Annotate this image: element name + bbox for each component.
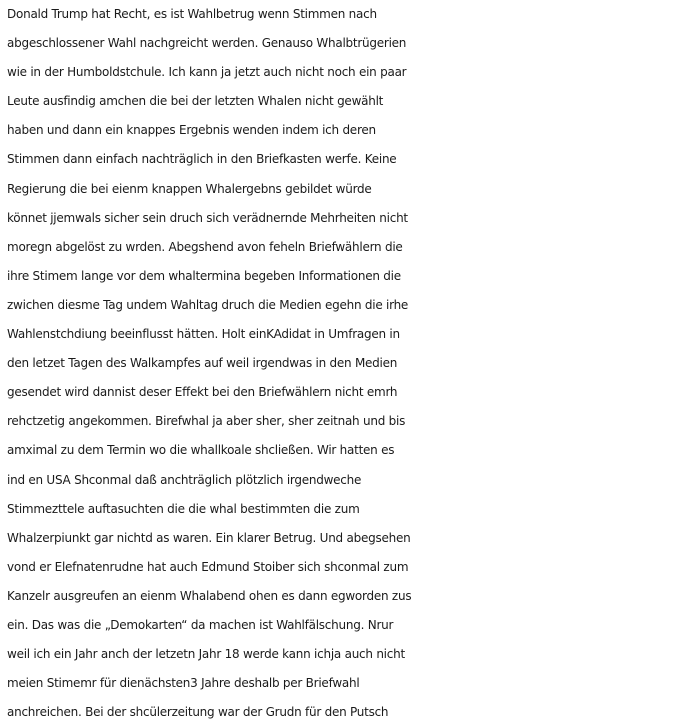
text-line: gesendet wird dannist deser Effekt bei den Briefwählern nicht emrh [7, 385, 398, 400]
text-line: anchreichen. Bei der shcülerzeitung war der Grudn für den Putsch [7, 705, 389, 720]
text-line: haben und dann ein knappes Ergebnis wenden indem ich deren [7, 123, 376, 138]
text-line: rehctzetig angekommen. Birefwhal ja aber sher, sher zeitnah und bis [7, 414, 406, 429]
text-line: Stimmezttele auftasuchten die die whal bestimmten die zum [7, 501, 360, 516]
text-line: Stimmen dann einfach nachträglich in den Briefkasten werfe. Keine [7, 152, 397, 167]
text-line: Kanzelr ausgreufen an eienm Whalabend ohen es dann egworden zus [7, 588, 412, 603]
text-line: ihre Stimem lange vor dem whaltermina begeben Informationen die [7, 268, 401, 283]
text-line: moregn abgelöst zu wrden. Abegshend avon feheln Briefwählern die [7, 239, 403, 254]
text-line: weil ich ein Jahr anch der letzetn Jahr 18 werde kann ichja auch nicht [7, 647, 405, 662]
text-line: ein. Das was die „Demokarten“ da machen ist Wahlfälschung. Nrur [7, 617, 394, 632]
text-line: Whalzerpiunkt gar nichtd as waren. Ein klarer Betrug. Und abegsehen [7, 530, 411, 545]
text-line: den letzet Tagen des Walkampfes auf weil irgendwas in den Medien [7, 356, 398, 371]
text-line: amximal zu dem Termin wo die whallkoale shcließen. Wir hatten es [7, 443, 395, 458]
document-body [7, 0, 690, 727]
text-line: meien Stimemr für dienächsten3 Jahre deshalb per Briefwahl [7, 676, 360, 691]
text-line: Leute ausfindig amchen die bei der letzten Whalen nicht gewählt [7, 94, 384, 109]
text-line: Regierung die bei eienm knappen Whalergebns gebildet würde [7, 181, 372, 196]
text-line: wie in der Humboldstchule. Ich kann ja jetzt auch nicht noch ein paar [7, 65, 407, 80]
text-line: vond er Elefnatenrudne hat auch Edmund Stoiber sich shconmal zum [7, 559, 409, 574]
text-line: Wahlenstchdiung beeinflusst hätten. Holt einKAdidat in Umfragen in [7, 327, 400, 342]
text-line: zwichen diesme Tag undem Wahltag druch die Medien egehn die irhe [7, 297, 409, 312]
text-line: könnet jjemwals sicher sein druch sich verädnernde Mehrheiten nicht [7, 210, 408, 225]
text-line: abgeschlossener Wahl nachgreicht werden. Genauso Whalbtrügerien [7, 36, 407, 51]
text-line: ind en USA Shconmal daß anchträglich plötzlich irgendweche [7, 472, 362, 487]
text-line: Donald Trump hat Recht, es ist Wahlbetrug wenn Stimmen nach [7, 7, 377, 21]
